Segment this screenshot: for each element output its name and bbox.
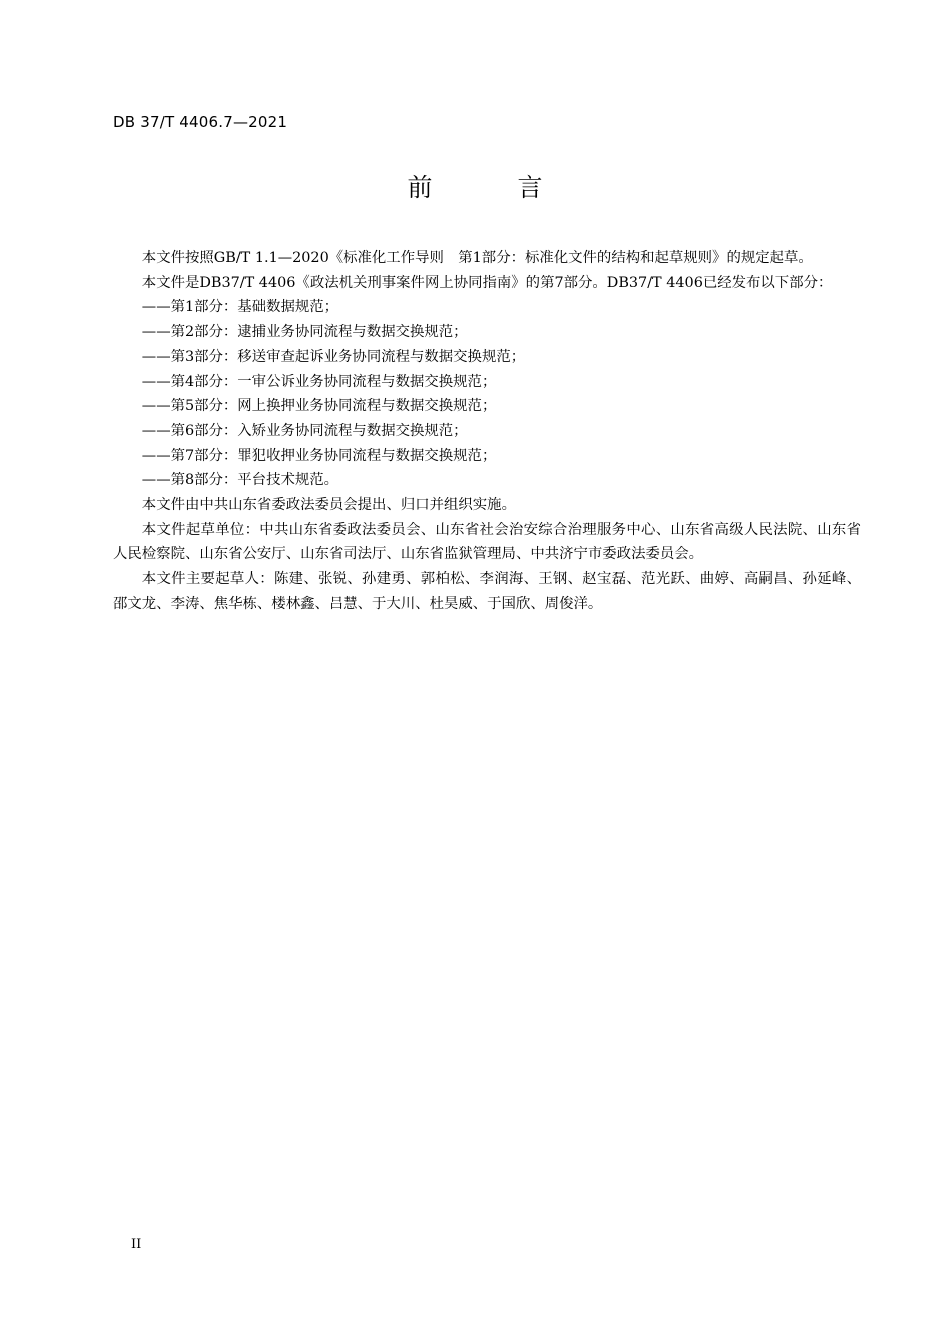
list-item: ——第8部分：平台技术规范。 <box>141 472 339 489</box>
document-code: DB 37/T 4406.7—2021 <box>113 113 288 131</box>
page-title: 前 言 <box>407 173 573 202</box>
paragraph-series-intro: 本文件是DB37/T 4406《政法机关刑事案件网上协同指南》的第7部分。DB37/T 4406已经发布以下部分： <box>141 274 833 291</box>
list-item: ——第4部分：一审公诉业务协同流程与数据交换规范； <box>141 373 497 390</box>
list-item: ——第3部分：移送审查起诉业务协同流程与数据交换规范； <box>141 348 526 365</box>
list-item: ——第5部分：网上换押业务协同流程与数据交换规范； <box>141 398 497 415</box>
document-body <box>113 246 861 617</box>
paragraph-proposer: 本文件由中共山东省委政法委员会提出、归口并组织实施。 <box>141 497 516 514</box>
paragraph-drafting-units: 本文件起草单位：中共山东省委政法委员会、山东省社会治安综合治理服务中心、山东省高级人民法院、山东省人民检察院、山东省公安厅、山东省司法厅、山东省监狱管理局、中共济宁市委政法委员会。 <box>113 521 861 563</box>
paragraph-drafting-basis: 本文件按照GB/T 1.1—2020《标准化工作导则 第1部分：标准化文件的结构和起草规则》的规定起草。 <box>141 250 813 266</box>
page-number: II <box>131 1237 142 1252</box>
list-item: ——第7部分：罪犯收押业务协同流程与数据交换规范； <box>141 447 497 464</box>
list-item: ——第1部分：基础数据规范； <box>141 299 339 316</box>
list-item: ——第6部分：入矫业务协同流程与数据交换规范； <box>141 422 468 439</box>
list-item: ——第2部分：逮捕业务协同流程与数据交换规范； <box>141 324 468 341</box>
paragraph-drafters: 本文件主要起草人：陈建、张锐、孙建勇、郭柏松、李润海、王钢、赵宝磊、范光跃、曲婷、高嗣昌、孙延峰、邵文龙、李涛、焦华栋、楼林鑫、吕慧、于大川、杜昊威、于国欣、周俊洋。 <box>113 571 861 612</box>
